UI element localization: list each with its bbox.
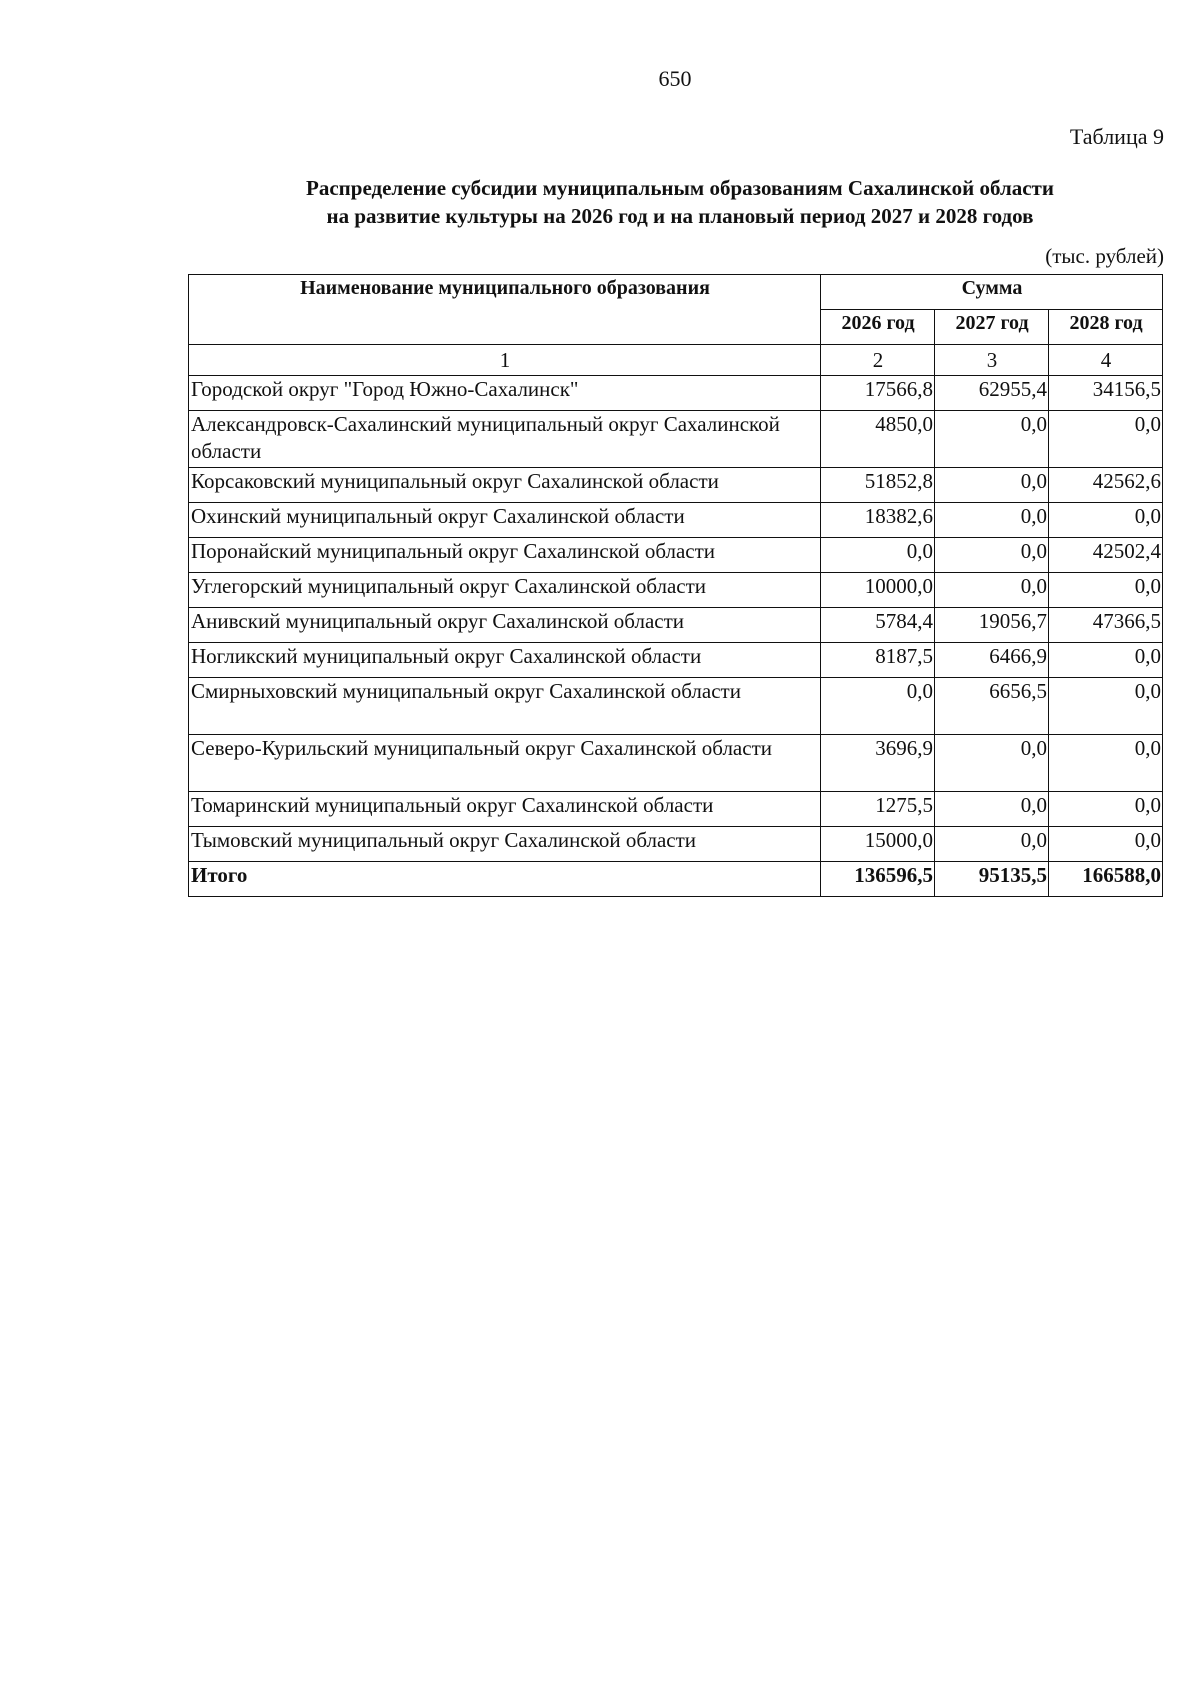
- amount-2027: 6656,5: [935, 678, 1049, 735]
- total-2028: 166588,0: [1049, 862, 1163, 897]
- subsidy-table: [188, 274, 1163, 897]
- header-row-1: [189, 275, 1163, 310]
- column-number: 3: [935, 345, 1049, 376]
- amount-2027: 19056,7: [935, 608, 1049, 643]
- amount-2028: 47366,5: [1049, 608, 1163, 643]
- municipality-name: Корсаковский муниципальный округ Сахалинской области: [189, 468, 821, 503]
- amount-2026: 3696,9: [821, 735, 935, 792]
- municipality-name: Городской округ "Город Южно-Сахалинск": [189, 376, 821, 411]
- table-row: [189, 735, 1163, 792]
- column-header-2026: 2026 год: [821, 310, 935, 345]
- municipality-name: Северо-Курильский муниципальный округ Сахалинской области: [189, 735, 821, 792]
- municipality-name: Охинский муниципальный округ Сахалинской области: [189, 503, 821, 538]
- page-number: 650: [658, 66, 692, 91]
- amount-2027: 0,0: [935, 573, 1049, 608]
- column-header-2027: 2027 год: [935, 310, 1049, 345]
- amount-2027: 0,0: [935, 468, 1049, 503]
- amount-2028: 42562,6: [1049, 468, 1163, 503]
- amount-2028: 0,0: [1049, 827, 1163, 862]
- municipality-name: Смирныховский муниципальный округ Сахалинской области: [189, 678, 821, 735]
- municipality-name: Александровск-Сахалинский муниципальный округ Сахалинской области: [189, 411, 821, 468]
- municipality-name: Тымовский муниципальный округ Сахалинской области: [189, 827, 821, 862]
- column-header-2028: 2028 год: [1049, 310, 1163, 345]
- document-title-line-1: Распределение субсидии муниципальным образованиям Сахалинской области: [306, 176, 1054, 200]
- amount-2028: 0,0: [1049, 643, 1163, 678]
- column-number: 4: [1049, 345, 1163, 376]
- column-number-row: [189, 345, 1163, 376]
- amount-2027: 0,0: [935, 827, 1049, 862]
- column-number: 1: [189, 345, 821, 376]
- amount-2027: 0,0: [935, 411, 1049, 468]
- table-row: [189, 827, 1163, 862]
- table-row: [189, 608, 1163, 643]
- amount-2028: 0,0: [1049, 503, 1163, 538]
- amount-2026: 18382,6: [821, 503, 935, 538]
- amount-2026: 8187,5: [821, 643, 935, 678]
- amount-2027: 6466,9: [935, 643, 1049, 678]
- table-row: [189, 468, 1163, 503]
- amount-2026: 51852,8: [821, 468, 935, 503]
- municipality-name: Ногликский муниципальный округ Сахалинской области: [189, 643, 821, 678]
- amount-2027: 0,0: [935, 538, 1049, 573]
- municipality-name: Анивский муниципальный округ Сахалинской области: [189, 608, 821, 643]
- amount-2026: 1275,5: [821, 792, 935, 827]
- amount-2026: 17566,8: [821, 376, 935, 411]
- column-number: 2: [821, 345, 935, 376]
- amount-2026: 0,0: [821, 678, 935, 735]
- table-row: [189, 678, 1163, 735]
- amount-2028: 0,0: [1049, 573, 1163, 608]
- amount-2028: 0,0: [1049, 792, 1163, 827]
- amount-2027: 62955,4: [935, 376, 1049, 411]
- municipality-name: Поронайский муниципальный округ Сахалинской области: [189, 538, 821, 573]
- amount-2028: 42502,4: [1049, 538, 1163, 573]
- municipality-name: Томаринский муниципальный округ Сахалинской области: [189, 792, 821, 827]
- amount-2028: 34156,5: [1049, 376, 1163, 411]
- amount-2027: 0,0: [935, 792, 1049, 827]
- column-header-name: Наименование муниципального образования: [189, 275, 821, 345]
- amount-2027: 0,0: [935, 503, 1049, 538]
- document-title: [180, 174, 1180, 230]
- table-row: [189, 573, 1163, 608]
- table-row: [189, 503, 1163, 538]
- amount-2026: 4850,0: [821, 411, 935, 468]
- amount-2026: 0,0: [821, 538, 935, 573]
- municipality-name: Углегорский муниципальный округ Сахалинской области: [189, 573, 821, 608]
- table-row: [189, 411, 1163, 468]
- total-row: [189, 862, 1163, 897]
- total-2026: 136596,5: [821, 862, 935, 897]
- table-row: [189, 538, 1163, 573]
- amount-2026: 10000,0: [821, 573, 935, 608]
- amount-2027: 0,0: [935, 735, 1049, 792]
- units-label: (тыс. рублей): [1045, 244, 1164, 268]
- amount-2028: 0,0: [1049, 411, 1163, 468]
- column-header-sum: Сумма: [821, 275, 1163, 310]
- amount-2028: 0,0: [1049, 735, 1163, 792]
- table-row: [189, 643, 1163, 678]
- table-row: [189, 792, 1163, 827]
- table-row: [189, 376, 1163, 411]
- table-label: Таблица 9: [1069, 124, 1164, 149]
- amount-2026: 15000,0: [821, 827, 935, 862]
- document-title-line-2: на развитие культуры на 2026 год и на плановый период 2027 и 2028 годов: [326, 204, 1034, 228]
- amount-2028: 0,0: [1049, 678, 1163, 735]
- amount-2026: 5784,4: [821, 608, 935, 643]
- total-2027: 95135,5: [935, 862, 1049, 897]
- total-label: Итого: [189, 862, 821, 897]
